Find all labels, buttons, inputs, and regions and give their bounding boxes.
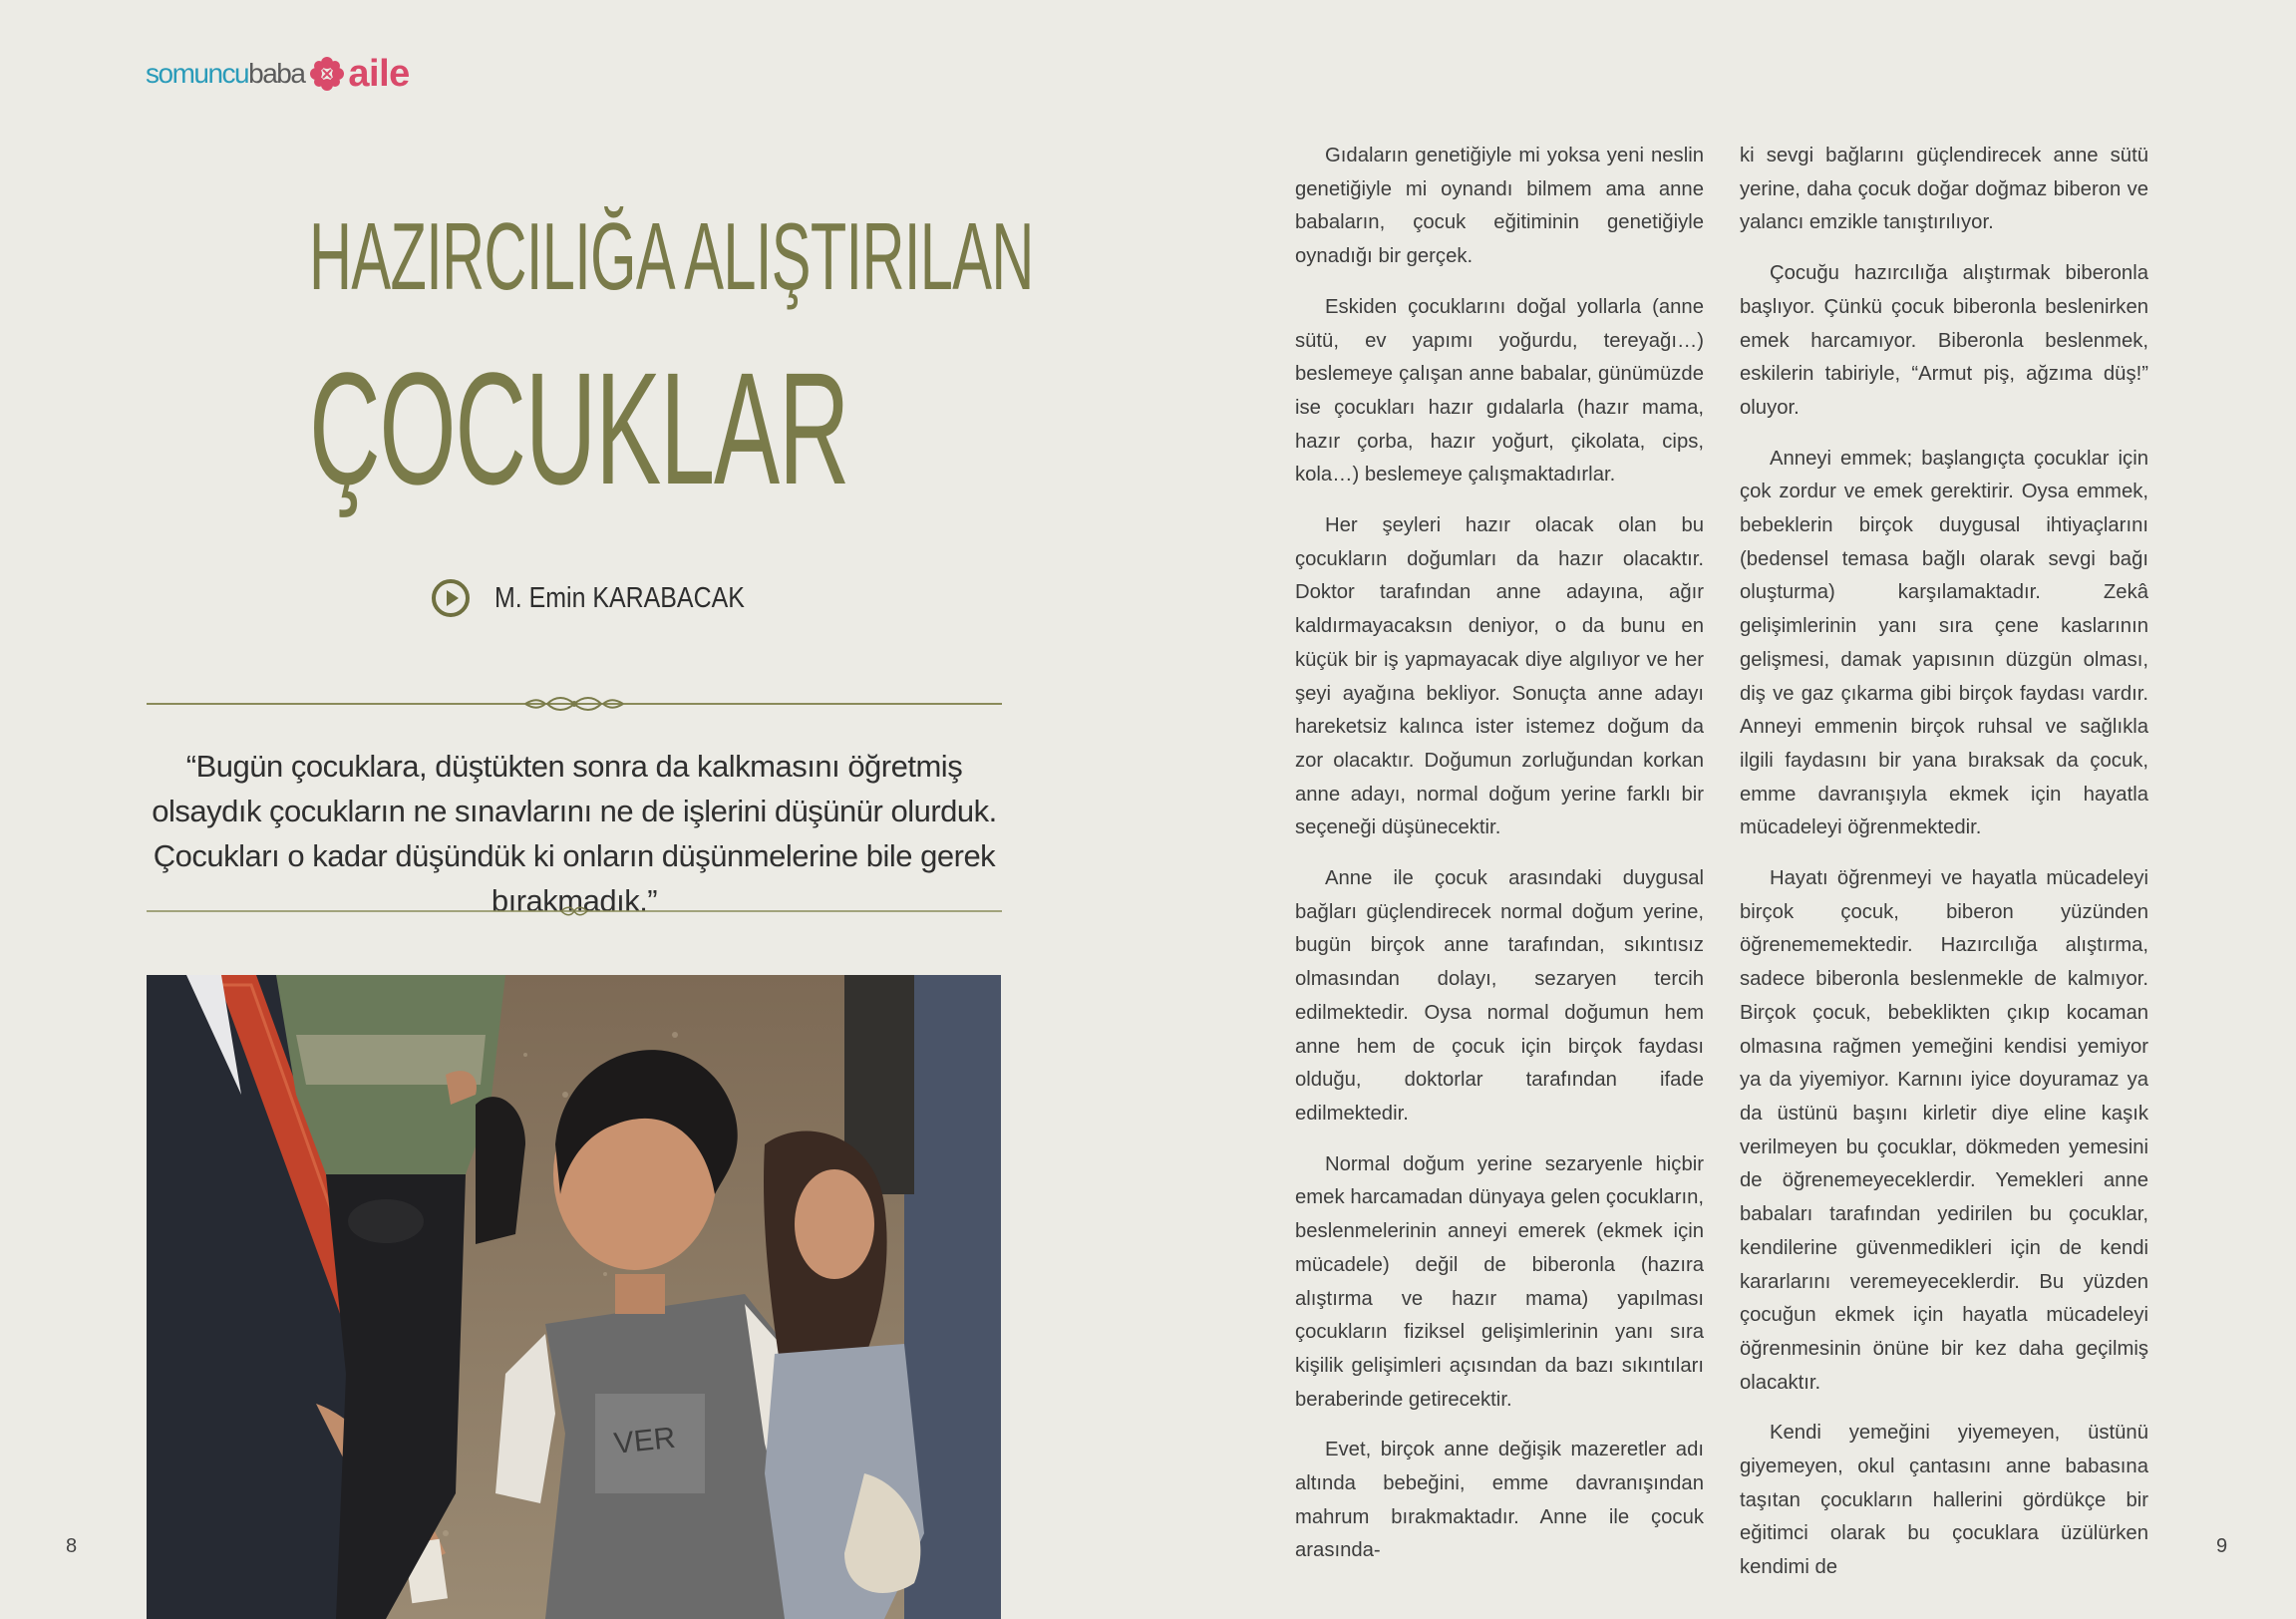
logo-word-somuncu: somuncu (146, 58, 249, 89)
paragraph: Hayatı öğrenmeyi ve hayatla mücadeleyi birçok çocuk, biberon yüzünden öğrenememektedir. Hazırcılığa alıştırma, sadece biberonla beslenmekle de kalmıyor. Birçok çocuk, bebeklikten çıkıp kocaman olmasına rağmen yemeğini kendisi yemiyor ya da yiyemiyor. Karnını iyice doyuramaz ya da üstünü başını kirletir diye eline kaşık verilmeyen bu çocuklar, dökmeden yemesini de öğrenemeyeceklerdir. Yemekleri anne babaları tarafından yedirilen bu çocuklar, kendilerine güvenmedikleri için de kendi kararlarını veremeyeceklerdir. Bu yüzden çocuğun ekmek için hayatla mücadeleyi öğrenmesinin önüne bir kez daha geçilmiş olacaktır. (1740, 867, 2148, 1394)
paragraph: Anne ile çocuk arasındaki duygusal bağları güçlendirecek normal doğum yerine, bugün birçok anne tarafından, sıkıntısız olmasından dolayı, sezaryen tercih edilmektedir. Oysa normal doğumun hem anne hem de çocuk için birçok faydası olduğu, doktorlar tarafından ifade edilmektedir. (1295, 867, 1704, 1125)
logo-word-aile: aile (348, 53, 410, 95)
page-number-left: 8 (66, 1535, 78, 1557)
flower-icon (310, 57, 344, 91)
paragraph: Normal doğum yerine sezaryenle hiçbir emek harcamadan dünyaya gelen çocukların, beslenmelerinin anneyi emerek (ekmek için mücadele) değil de biberonla (hazıra alıştırma ve hazır mama) yapılması çocukların fiziksel gelişimlerinin yanı sıra kişilik gelişimleri açısından da bazı sıkıntıları beraberinde getirecektir. (1295, 1152, 1704, 1411)
logo-word-baba: baba (248, 58, 305, 89)
paragraph: Evet, birçok anne değişik mazeretler adı altında bebeğini, emme davranışından mahrum bırakmaktadır. Anne ile çocuk arasında- (1295, 1439, 1704, 1562)
magazine-logo (146, 52, 410, 96)
article-title-line2: ÇOCUKLAR (309, 339, 849, 517)
play-circle-icon (431, 578, 471, 618)
page-number-right: 9 (2216, 1535, 2228, 1557)
author-byline (431, 578, 786, 618)
ornamental-divider-bottom (147, 901, 1002, 921)
text-column-2 (1740, 140, 2148, 1602)
article-photo (147, 975, 1001, 1619)
paragraph: Anneyi emmek; başlangıçta çocuklar için çok zordur ve emek gerektirir. Oysa emmek, bebeklerin birçok duygusal ihtiyaçlarını (bedensel temasa bağlı olarak sevgi bağı oluşturma) karşılamaktadır. Zekâ gelişimlerinin yanı sıra çene kaslarının gelişmesi, damak yapısının düzgün olması, diş ve gaz çıkarma gibi birçok faydası vardır. Anneyi emmenin birçok ruhsal ve sağlıkla ilgili faydasını bir yana bıraksak da çocuk, emme davranışıyla ekmek için hayatla mücadeleyi öğrenmektedir. (1740, 447, 2148, 839)
svg-text:VER: VER (612, 1421, 678, 1460)
paragraph: Eskiden çocuklarını doğal yollarla (anne sütü, ev yapımı yoğurdu, tereyağı…) beslemeye çalışan anne babalar, günümüzde ise çocukları hazır gıdalarla (hazır mama, hazır çorba, hazır yoğurt, çikolata, cips, kola…) beslemeye çalışmaktadırlar. (1295, 295, 1704, 486)
ornamental-divider-top (147, 690, 1002, 718)
text-column-1 (1295, 140, 1704, 1585)
pull-quote: “Bugün çocuklara, düştükten sonra da kalkmasını öğretmiş olsaydık çocukların ne sınavlarını ne de işlerini düşünür olurduk. Çocukları o kadar düşündük ki onların düşünmelerine bile gerek bırakmadık.” (152, 749, 997, 918)
paragraph: Her şeyleri hazır olacak olan bu çocukların doğumları da hazır olacaktır. Doktor tarafından anne adayına, ağır kaldırmayacaksın deniyor, o da bunu en küçük bir iş yapmayacak diye algılıyor ve her şeyi ayağına bekliyor. Sonuçta anne adayı hareketsiz kalınca ister istemez doğum da zor olacaktır. Doğumun zorluğundan korkan anne adayı, normal doğum yerine farklı bir seçeneği düşünecektir. (1295, 514, 1704, 839)
paragraph: Çocuğu hazırcılığa alıştırmak biberonla başlıyor. Çünkü çocuk biberonla beslenirken emek harcamıyor. Biberonla beslenmek, eskilerin tabiriyle, “Armut piş, ağzıma düş!” oluyor. (1740, 262, 2148, 419)
paragraph: Kendi yemeğini yiyemeyen, üstünü giyemeyen, okul çantasını anne babasına taşıtan çocukların hallerini gördükçe bir eğitimci olarak bu çocuklara üzülürken kendimi de (1740, 1422, 2148, 1579)
paragraph: ki sevgi bağlarını güçlendirecek anne sütü yerine, daha çocuk doğar doğmaz biberon ve yalancı emzikle tanıştırılıyor. (1740, 145, 2148, 234)
paragraph: Gıdaların genetiğiyle mi yoksa yeni neslin genetiğiyle mi oynandı bilmem ama anne babaların, çocuk eğitiminin genetiğiyle oynadığı bir gerçek. (1295, 145, 1704, 268)
author-name: M. Emin KARABACAK (494, 581, 745, 614)
article-title-line1: HAZIRCILIĞA ALIŞTIRILAN (309, 203, 1034, 310)
